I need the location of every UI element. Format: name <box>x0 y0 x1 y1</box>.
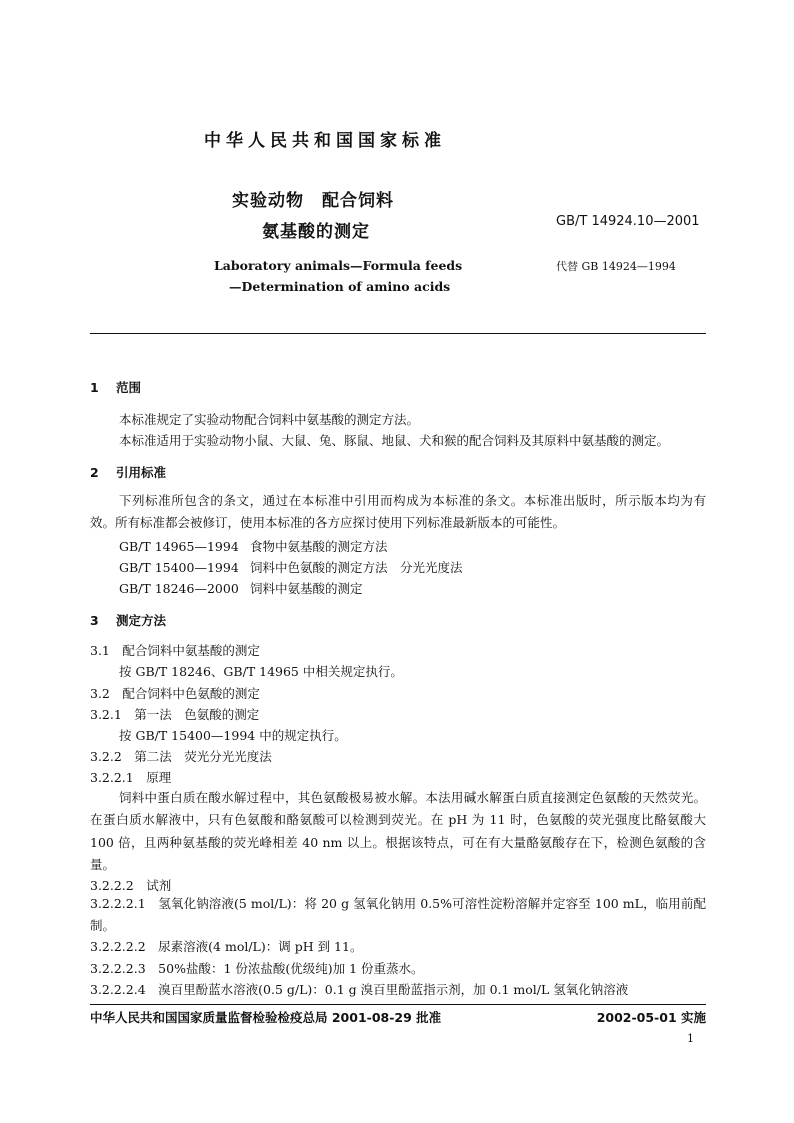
clause-3-2-1-text: 按 GB/T 15400—1994 中的规定执行。 <box>119 728 347 743</box>
reference-code: GB/T 18246—2000 <box>119 581 239 596</box>
title-en-line2: —Determination of amino acids <box>229 279 451 294</box>
clause-3-2-2-2-4: 3.2.2.2.4 溴百里酚蓝水溶液(0.5 g/L)：0.1 g 溴百里酚蓝指示剂，加 0.1 mol/L 氢氧化钠溶液 <box>90 982 629 997</box>
clause-3-2-2-2-3: 3.2.2.2.3 50%盐酸：1 份浓盐酸(优级纯)加 1 份重蒸水。 <box>90 961 424 976</box>
clause-3-2-2-2: 3.2.2.2 试剂 <box>90 878 172 893</box>
reference-item <box>119 537 388 555</box>
reference-item <box>119 579 363 597</box>
clause-3-2-2: 3.2.2 第二法 荧光分光光度法 <box>90 749 272 764</box>
replaces-note: 代替 GB 14924—1994 <box>556 260 676 273</box>
clause-3-1-text: 按 GB/T 18246、GB/T 14965 中相关规定执行。 <box>119 664 403 679</box>
header-divider <box>90 333 706 334</box>
section-2-para: 下列标准所包含的条文，通过在本标准中引用而构成为本标准的条文。本标准出版时，所示版本均为有效。所有标准都会被修订，使用本标准的各方应探讨使用下列标准最新版本的可能性。 <box>90 493 706 531</box>
section-title: 测定方法 <box>116 613 167 628</box>
section-1-para-1: 本标准规定了实验动物配合饲料中氨基酸的测定方法。 <box>119 412 420 427</box>
section-1-para-2: 本标准适用于实验动物小鼠、大鼠、兔、豚鼠、地鼠、犬和猴的配合饲料及其原料中氨基酸的测定。 <box>119 433 670 448</box>
section-number: 3 <box>90 613 99 628</box>
clause-3-2-2-2-2: 3.2.2.2.2 尿素溶液(4 mol/L)：调 pH 到 11。 <box>90 939 363 954</box>
section-title: 范围 <box>116 380 142 395</box>
clause-3-2-2-2-1: 3.2.2.2.1 氢氧化钠溶液(5 mol/L)：将 20 g 氢氧化钠用 0.5%可溶性淀粉溶解并定容至 100 mL，临用前配制。 <box>90 896 706 934</box>
clause-3-2-1: 3.2.1 第一法 色氨酸的测定 <box>90 707 260 722</box>
standard-org-heading: 中华人民共和国国家标准 <box>204 131 446 151</box>
section-3-heading <box>90 611 166 629</box>
page-number: 1 <box>687 1032 694 1045</box>
reference-item <box>119 558 463 576</box>
reference-code: GB/T 15400—1994 <box>119 560 239 575</box>
section-number: 1 <box>90 380 99 395</box>
title-cn-line1: 实验动物 配合饲料 <box>232 191 394 211</box>
clause-3-2-2-1-text: 饲料中蛋白质在酸水解过程中，其色氨酸极易被水解。本法用碱水解蛋白质直接测定色氨酸的天然荧光。在蛋白质水解液中，只有色氨酸和酪氨酸可以检测到荧光。在 pH 为 11 时，色氨酸的荧光强度比酪氨酸大 100 倍，且两种氨基酸的荧光峰相差 40 nm 以上。根据该特点，可在有大量酪氨酸存在下，检测色氨酸的含量。 <box>90 790 706 872</box>
reference-title: 饲料中氨基酸的测定 <box>250 581 363 596</box>
title-en-line1: Laboratory animals—Formula feeds <box>214 258 463 273</box>
section-title: 引用标准 <box>116 465 167 480</box>
section-number: 2 <box>90 465 99 480</box>
footer-issued: 中华人民共和国国家质量监督检验检疫总局 2001-08-29 批准 <box>90 1010 442 1025</box>
section-1-heading <box>90 378 141 396</box>
footer-implemented: 2002-05-01 实施 <box>596 1010 706 1025</box>
reference-code: GB/T 14965—1994 <box>119 539 239 554</box>
reference-title: 食物中氨基酸的测定方法 <box>250 539 388 554</box>
standard-number: GB/T 14924.10—2001 <box>556 214 700 229</box>
section-2-heading <box>90 463 166 481</box>
footer-divider <box>90 1004 706 1005</box>
clause-3-2: 3.2 配合饲料中色氨酸的测定 <box>90 686 260 701</box>
clause-3-1: 3.1 配合饲料中氨基酸的测定 <box>90 643 260 658</box>
clause-3-2-2-1: 3.2.2.1 原理 <box>90 770 172 785</box>
reference-title: 饲料中色氨酸的测定方法 分光光度法 <box>250 560 463 575</box>
title-cn-line2: 氨基酸的测定 <box>262 222 370 242</box>
